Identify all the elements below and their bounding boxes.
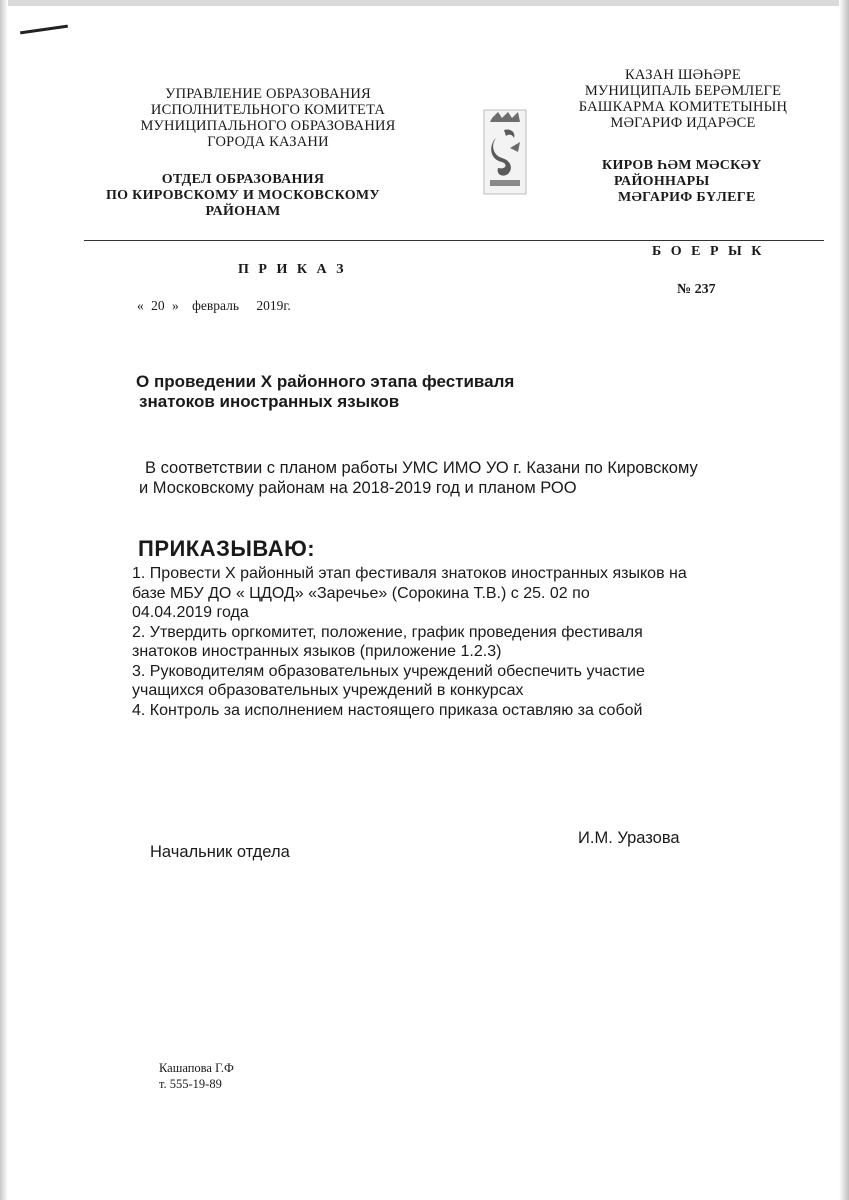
directive-heading: ПРИКАЗЫВАЮ: — [138, 536, 316, 561]
header-divider — [84, 240, 824, 241]
contact-author: Кашапова Г.Ф — [159, 1061, 234, 1075]
scan-edge-right — [839, 0, 849, 1200]
item-line-4: 2. Утвердить оргкомитет, положение, график проведения фестиваля — [132, 623, 643, 641]
preamble-line1: В соответствии с планом работы УМС ИМО УО г. Казани по Кировскому — [145, 459, 698, 477]
header-left-dept2: ПО КИРОВСКОМУ И МОСКОВСКОМУ — [105, 188, 380, 203]
order-title-ru: П Р И К А З — [238, 262, 347, 277]
header-right-dept3: МӘГАРИФ БҮЛЕГЕ — [618, 190, 756, 205]
date-close-quote: » — [172, 298, 179, 313]
header-left-line3: МУНИЦИПАЛЬНОГО ОБРАЗОВАНИЯ — [140, 118, 396, 134]
header-right-dept1: КИРОВ ҺӘМ МӘСКӘҮ — [602, 158, 762, 173]
item-line-6: 3. Руководителям образовательных учреждений обеспечить участие — [132, 662, 645, 680]
header-left-dept3: РАЙОНАМ — [205, 204, 281, 219]
item-line-5: знатоков иностранных языков (приложение 1.2.3) — [132, 643, 502, 660]
order-items — [132, 564, 822, 720]
contact-block — [159, 1060, 234, 1092]
order-subject — [136, 372, 636, 412]
subject-line1: О проведении X районного этапа фестиваля — [136, 372, 515, 391]
scan-edge-top — [0, 0, 849, 6]
header-left-dept — [88, 172, 398, 220]
date-year: 2019г. — [256, 298, 291, 313]
scan-edge-left — [0, 0, 8, 1200]
header-left — [118, 86, 418, 150]
header-right-line2: МУНИЦИПАЛЬ БЕРӘМЛЕГЕ — [584, 83, 782, 99]
scan-mark — [20, 25, 68, 35]
preamble-line2: и Московскому районам на 2018-2019 год и планом РОО — [139, 479, 577, 497]
header-right-dept — [572, 158, 812, 206]
order-title-tt: Б О Е Р Ы К — [652, 244, 765, 259]
header-left-line1: УПРАВЛЕНИЕ ОБРАЗОВАНИЯ — [165, 86, 371, 102]
header-right-line1: КАЗАН ШӘҺӘРЕ — [625, 67, 741, 83]
subject-line2: знатоков иностранных языков — [139, 392, 400, 411]
contact-phone: т. 555-19-89 — [159, 1077, 222, 1091]
item-line-8: 4. Контроль за исполнением настоящего приказа оставляю за собой — [132, 701, 643, 719]
header-right — [548, 67, 818, 131]
header-left-dept1: ОТДЕЛ ОБРАЗОВАНИЯ — [161, 172, 325, 187]
header-right-dept2: РАЙОННАРЫ — [614, 174, 710, 189]
date-day: 20 — [151, 298, 165, 313]
preamble — [139, 458, 829, 498]
order-number: № 237 — [677, 282, 716, 297]
header-left-line2: ИСПОЛНИТЕЛЬНОГО КОМИТЕТА — [150, 102, 386, 118]
header-left-line4: ГОРОДА КАЗАНИ — [207, 134, 329, 150]
item-line-7: учащихся образовательных учреждений в конкурсах — [132, 682, 524, 699]
item-line-3: 04.04.2019 года — [132, 604, 249, 621]
item-line-1: 1. Провести X районный этап фестиваля знатоков иностранных языков на — [132, 565, 687, 582]
signature-name: И.М. Уразова — [578, 829, 680, 847]
order-date — [137, 298, 295, 314]
date-month: февраль — [192, 298, 239, 313]
item-line-2: базе МБУ ДО « ЦДОД» «Заречье» (Сорокина Т.В.) с 25. 02 по — [132, 584, 590, 602]
date-open-quote: « — [137, 298, 144, 313]
kazan-coat-of-arms-icon — [480, 108, 530, 196]
header-right-line4: МӘГАРИФ ИДАРӘСЕ — [610, 115, 756, 131]
header-right-line3: БАШКАРМА КОМИТЕТЫНЫҢ — [578, 99, 788, 115]
signature-position: Начальник отдела — [150, 843, 290, 861]
